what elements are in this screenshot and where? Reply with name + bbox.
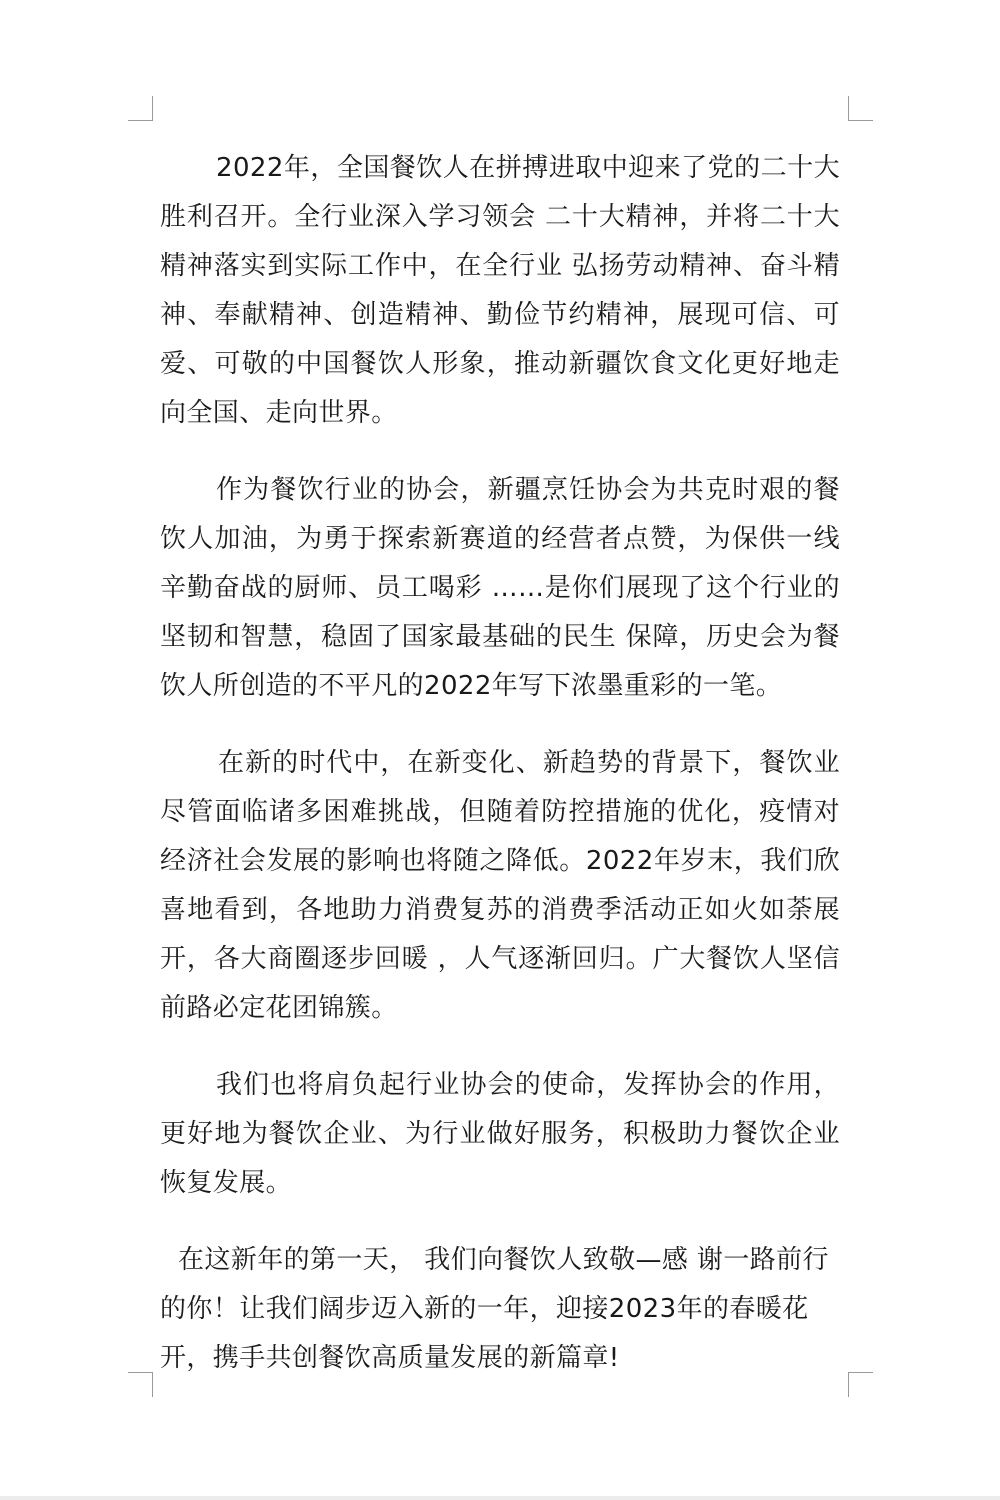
margin-corner-mark-top-left bbox=[128, 96, 153, 121]
paragraph-1: 2022年，全国餐饮人在拼搏进取中迎来了党的二十大胜利召开。全行业深入学习领会 二十大精神，并将二十大精神落实到实际工作中，在全行业 弘扬劳动精神、奋斗精神、奉献精神、创造精神、勤俭节约精神，展现可信、可爱、可敬的中国餐饮人形象，推动新疆饮食文化更好地走向全国、走向世界。 bbox=[160, 153, 840, 428]
margin-corner-mark-top-right bbox=[848, 96, 873, 121]
margin-corner-mark-bottom-right bbox=[848, 1372, 873, 1397]
paragraph-2: 作为餐饮行业的协会，新疆烹饪协会为共克时艰的餐饮人加油，为勇于探索新赛道的经营者点赞，为保供一线辛勤奋战的厨师、员工喝彩 ……是你们展现了这个行业的坚韧和智慧，稳固了国家最基础的民生 保障，历史会为餐饮人所创造的不平凡的2022年写下浓墨重彩的一笔。 bbox=[160, 475, 840, 701]
paragraph-3: 在新的时代中，在新变化、新趋势的背景下，餐饮业尽管面临诸多困难挑战，但随着防控措施的优化，疫情对经济社会发展的影响也将随之降低。2022年岁末，我们欣喜地看到，各地助力消费复苏的消费季活动正如火如荼展开，各大商圈逐步回暖 ，人气逐渐回归。广大餐饮人坚信前路必定花团锦簇。 bbox=[160, 748, 840, 1023]
margin-corner-mark-bottom-left bbox=[128, 1372, 153, 1397]
page-bottom-edge bbox=[0, 1496, 1000, 1500]
document-body bbox=[160, 144, 840, 1383]
paragraph-5: 在这新年的第一天， 我们向餐饮人致敬—感 谢一路前行的你！让我们阔步迈入新的一年，迎接2023年的春暖花开，携手共创餐饮高质量发展的新篇章! bbox=[160, 1245, 829, 1373]
paragraph-4: 我们也将肩负起行业协会的使命，发挥协会的作用，更好地为餐饮企业、为行业做好服务，积极助力餐饮企业恢复发展。 bbox=[160, 1070, 840, 1198]
